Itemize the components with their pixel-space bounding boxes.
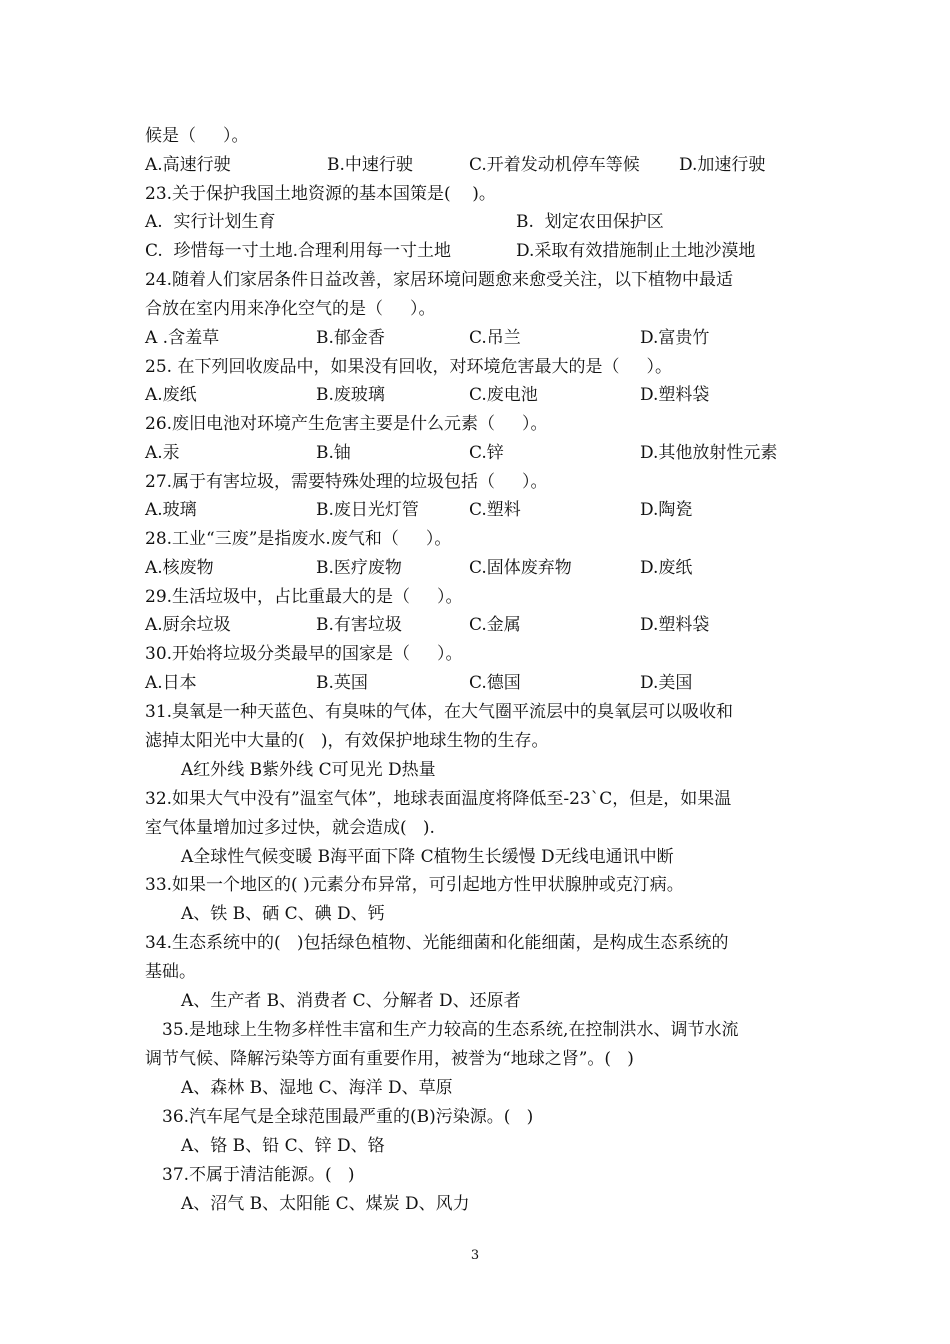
question-27-option-d: D.陶瓷 bbox=[640, 500, 693, 520]
question-24-option-a: A .含羞草 bbox=[145, 328, 220, 348]
question-35-stem-line2: 调节气候、降解污染等方面有重要作用，被誉为“地球之肾”。( ) bbox=[145, 1049, 634, 1069]
question-28-option-d: D.废纸 bbox=[640, 558, 693, 578]
question-27-option-b: B.废日光灯管 bbox=[316, 500, 419, 520]
question-24-stem-line2: 合放在室内用来净化空气的是（ ）。 bbox=[145, 299, 436, 319]
question-25-option-d: D.塑料袋 bbox=[640, 385, 710, 405]
page-number: 3 bbox=[470, 1248, 480, 1263]
question-29-option-a: A.厨余垃圾 bbox=[145, 615, 231, 635]
question-30-option-b: B.英国 bbox=[316, 673, 368, 693]
question-23-option-a: A. 实行计划生育 bbox=[145, 212, 276, 232]
question-26-option-c: C.锌 bbox=[469, 443, 504, 463]
question-37-stem: 37.不属于清洁能源。( ) bbox=[162, 1165, 355, 1185]
question-37-options: A、沼气 B、太阳能 C、煤炭 D、风力 bbox=[181, 1194, 470, 1214]
question-22-option-a: A.高速行驶 bbox=[145, 155, 231, 175]
question-33-stem: 33.如果一个地区的( )元素分布异常，可引起地方性甲状腺肿或克汀病。 bbox=[145, 875, 684, 895]
question-23-option-d: D.采取有效措施制止土地沙漠地 bbox=[516, 241, 756, 261]
question-32-stem-line2: 室气体量增加过多过快，就会造成( ). bbox=[145, 818, 435, 838]
question-36-stem: 36.汽车尾气是全球范围最严重的(B)污染源。( ) bbox=[162, 1107, 534, 1127]
question-30-stem: 30.开始将垃圾分类最早的国家是（ ）。 bbox=[145, 644, 463, 664]
question-23-option-c: C. 珍惜每一寸土地.合理利用每一寸土地 bbox=[145, 241, 452, 261]
question-24-stem-line1: 24.随着人们家居条件日益改善，家居环境问题愈来愈受关注，以下植物中最适 bbox=[145, 270, 734, 290]
question-35-stem-line1: 35.是地球上生物多样性丰富和生产力较高的生态系统,在控制洪水、调节水流 bbox=[162, 1020, 739, 1040]
question-25-option-c: C.废电池 bbox=[469, 385, 538, 405]
question-36-options: A、铬 B、铅 C、锌 D、铬 bbox=[181, 1136, 385, 1156]
question-26-option-d: D.其他放射性元素 bbox=[640, 443, 778, 463]
question-31-stem-line2: 滤掉太阳光中大量的( )，有效保护地球生物的生存。 bbox=[145, 731, 549, 751]
question-26-option-a: A.汞 bbox=[145, 443, 180, 463]
question-28-option-a: A.核废物 bbox=[145, 558, 214, 578]
question-32-options: A全球性气候变暖 B海平面下降 C植物生长缓慢 D无线电通讯中断 bbox=[181, 847, 674, 867]
question-24-option-b: B.郁金香 bbox=[316, 328, 385, 348]
question-22-stem-tail: 候是（ ）。 bbox=[145, 126, 249, 146]
question-28-option-c: C.固体废弃物 bbox=[469, 558, 572, 578]
question-30-option-d: D.美国 bbox=[640, 673, 693, 693]
question-25-option-b: B.废玻璃 bbox=[316, 385, 385, 405]
question-22-option-d: D.加速行驶 bbox=[679, 155, 766, 175]
question-22-option-b: B.中速行驶 bbox=[327, 155, 413, 175]
question-33-options: A、铁 B、硒 C、碘 D、钙 bbox=[181, 904, 385, 924]
question-27-stem: 27.属于有害垃圾，需要特殊处理的垃圾包括（ ）。 bbox=[145, 472, 548, 492]
question-23-stem: 23.关于保护我国土地资源的基本国策是( )。 bbox=[145, 184, 496, 204]
question-29-option-b: B.有害垃圾 bbox=[316, 615, 402, 635]
question-28-option-b: B.医疗废物 bbox=[316, 558, 402, 578]
question-26-stem: 26.废旧电池对环境产生危害主要是什么元素（ ）。 bbox=[145, 414, 548, 434]
question-28-stem: 28.工业“三废”是指废水.废气和（ ）。 bbox=[145, 529, 452, 549]
question-31-options: A红外线 B紫外线 C可见光 D热量 bbox=[181, 760, 436, 780]
question-30-option-a: A.日本 bbox=[145, 673, 197, 693]
question-22-option-c: C.开着发动机停车等候 bbox=[469, 155, 640, 175]
question-24-option-d: D.富贵竹 bbox=[640, 328, 710, 348]
question-29-option-d: D.塑料袋 bbox=[640, 615, 710, 635]
question-26-option-b: B.铀 bbox=[316, 443, 351, 463]
question-27-option-a: A.玻璃 bbox=[145, 500, 197, 520]
question-34-stem-line1: 34.生态系统中的( )包括绿色植物、光能细菌和化能细菌，是构成生态系统的 bbox=[145, 933, 729, 953]
question-24-option-c: C.吊兰 bbox=[469, 328, 521, 348]
question-25-option-a: A.废纸 bbox=[145, 385, 197, 405]
question-29-stem: 29.生活垃圾中，占比重最大的是（ ）。 bbox=[145, 587, 463, 607]
question-27-option-c: C.塑料 bbox=[469, 500, 521, 520]
question-34-options: A、生产者 B、消费者 C、分解者 D、还原者 bbox=[181, 991, 521, 1011]
question-30-option-c: C.德国 bbox=[469, 673, 521, 693]
question-35-options: A、森林 B、湿地 C、海洋 D、草原 bbox=[181, 1078, 453, 1098]
question-23-option-b: B. 划定农田保护区 bbox=[516, 212, 664, 232]
question-34-stem-line2: 基础。 bbox=[145, 962, 196, 982]
question-29-option-c: C.金属 bbox=[469, 615, 521, 635]
question-25-stem: 25. 在下列回收废品中，如果没有回收，对环境危害最大的是（ ）。 bbox=[145, 357, 672, 377]
question-32-stem-line1: 32.如果大气中没有”温室气体”，地球表面温度将降低至-23`C，但是，如果温 bbox=[145, 789, 732, 809]
question-31-stem-line1: 31.臭氧是一种天蓝色、有臭味的气体，在大气圈平流层中的臭氧层可以吸收和 bbox=[145, 702, 734, 722]
